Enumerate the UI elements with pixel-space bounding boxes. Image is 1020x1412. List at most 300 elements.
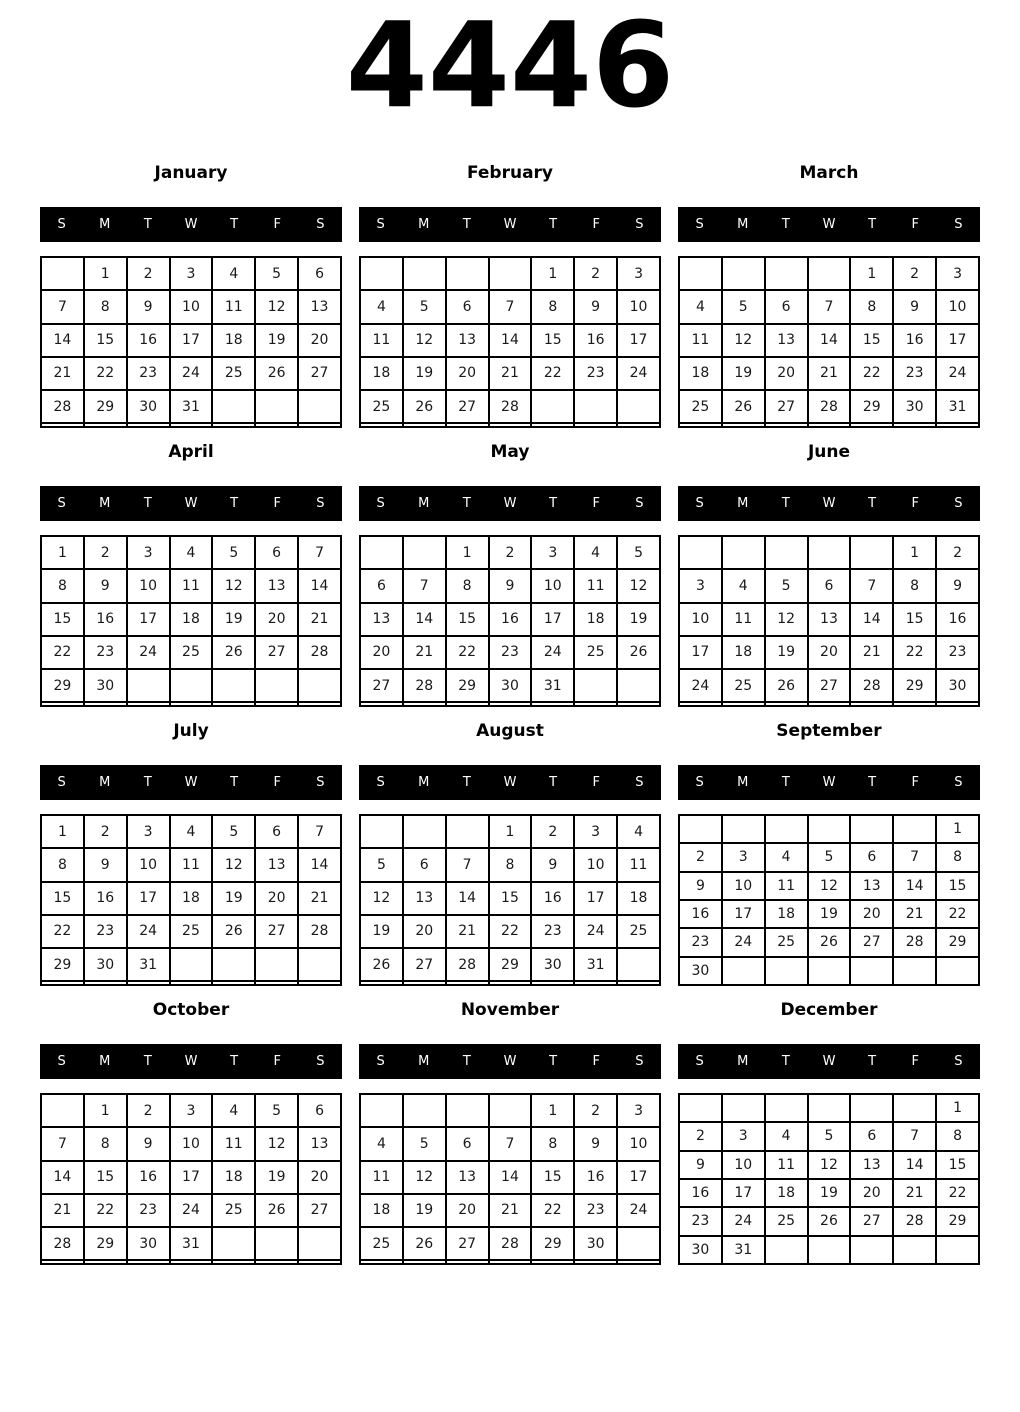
day-cell: 24 bbox=[722, 1207, 765, 1235]
weekday-label: F bbox=[273, 496, 282, 511]
day-cell: 16 bbox=[531, 882, 574, 915]
day-cell: 1 bbox=[84, 1094, 127, 1127]
day-cell: 15 bbox=[936, 872, 979, 900]
day-cell bbox=[936, 423, 979, 427]
day-cell: 14 bbox=[446, 882, 489, 915]
day-cell: 6 bbox=[446, 1127, 489, 1160]
weekday-label: S bbox=[376, 496, 385, 511]
day-cell: 29 bbox=[41, 669, 84, 702]
day-cell: 12 bbox=[403, 324, 446, 357]
day-cell: 5 bbox=[212, 815, 255, 848]
week-row bbox=[679, 843, 979, 871]
day-cell bbox=[127, 702, 170, 706]
day-cell bbox=[255, 423, 298, 427]
day-cell: 18 bbox=[679, 357, 722, 390]
week-row bbox=[41, 1094, 341, 1127]
day-cell: 23 bbox=[679, 1207, 722, 1235]
day-cell: 26 bbox=[617, 636, 660, 669]
day-cell bbox=[255, 981, 298, 985]
day-cell: 10 bbox=[722, 872, 765, 900]
month-block bbox=[359, 999, 661, 1265]
day-cell: 14 bbox=[893, 872, 936, 900]
weekday-label: M bbox=[99, 217, 111, 232]
day-cell: 17 bbox=[722, 900, 765, 928]
weekday-label: W bbox=[503, 496, 517, 511]
day-cell bbox=[850, 1094, 893, 1122]
day-cell bbox=[617, 1260, 660, 1264]
day-cell: 16 bbox=[574, 324, 617, 357]
day-cell bbox=[617, 702, 660, 706]
day-cell bbox=[84, 981, 127, 985]
day-cell: 3 bbox=[127, 536, 170, 569]
day-cell bbox=[403, 1260, 446, 1264]
month-block bbox=[678, 162, 980, 428]
day-cell: 17 bbox=[127, 603, 170, 636]
day-cell bbox=[212, 948, 255, 981]
day-cell: 1 bbox=[531, 1094, 574, 1127]
month-title: May bbox=[490, 442, 530, 462]
weekday-label: M bbox=[737, 496, 749, 511]
day-cell: 29 bbox=[531, 1227, 574, 1260]
day-cell bbox=[41, 702, 84, 706]
day-cell: 28 bbox=[489, 1227, 532, 1260]
day-cell: 13 bbox=[850, 1151, 893, 1179]
day-cell: 22 bbox=[489, 915, 532, 948]
day-cell bbox=[808, 536, 851, 569]
weekday-label: T bbox=[462, 1054, 471, 1069]
day-cell: 8 bbox=[446, 569, 489, 602]
day-cell bbox=[170, 669, 213, 702]
day-cell: 9 bbox=[127, 290, 170, 323]
day-cell bbox=[936, 957, 979, 985]
day-cell bbox=[531, 981, 574, 985]
week-row bbox=[360, 1161, 660, 1194]
day-cell: 25 bbox=[360, 390, 403, 423]
weekday-label: W bbox=[503, 217, 517, 232]
day-cell: 27 bbox=[446, 390, 489, 423]
day-cell: 28 bbox=[298, 636, 341, 669]
day-cell: 30 bbox=[679, 1236, 722, 1264]
day-cell: 21 bbox=[41, 1194, 84, 1227]
day-cell: 14 bbox=[298, 848, 341, 881]
day-cell: 9 bbox=[84, 569, 127, 602]
day-cell: 21 bbox=[850, 636, 893, 669]
day-cell: 18 bbox=[212, 1161, 255, 1194]
day-cell bbox=[936, 702, 979, 706]
day-cell bbox=[679, 702, 722, 706]
day-cell: 12 bbox=[722, 324, 765, 357]
day-cell bbox=[722, 536, 765, 569]
day-cell: 6 bbox=[298, 1094, 341, 1127]
weekday-label: S bbox=[635, 1054, 644, 1069]
day-cell: 23 bbox=[574, 357, 617, 390]
day-cell: 26 bbox=[722, 390, 765, 423]
day-cell: 27 bbox=[298, 357, 341, 390]
day-cell: 22 bbox=[531, 357, 574, 390]
day-cell bbox=[84, 702, 127, 706]
day-cell: 10 bbox=[679, 603, 722, 636]
day-cell bbox=[679, 815, 722, 843]
day-cell: 16 bbox=[679, 1179, 722, 1207]
day-cell: 9 bbox=[489, 569, 532, 602]
day-cell: 29 bbox=[936, 928, 979, 956]
day-cell: 13 bbox=[255, 569, 298, 602]
week-row bbox=[360, 1094, 660, 1127]
week-row bbox=[679, 290, 979, 323]
day-cell: 24 bbox=[531, 636, 574, 669]
day-cell: 1 bbox=[531, 257, 574, 290]
day-cell: 27 bbox=[255, 636, 298, 669]
day-cell bbox=[446, 815, 489, 848]
day-cell: 11 bbox=[765, 872, 808, 900]
day-cell: 15 bbox=[84, 324, 127, 357]
day-cell: 15 bbox=[850, 324, 893, 357]
week-row bbox=[360, 702, 660, 706]
day-cell bbox=[41, 981, 84, 985]
day-cell: 20 bbox=[446, 357, 489, 390]
month-grid bbox=[359, 256, 661, 428]
day-cell bbox=[765, 423, 808, 427]
day-cell: 28 bbox=[893, 928, 936, 956]
month-title: December bbox=[780, 1000, 878, 1020]
day-cell: 30 bbox=[574, 1227, 617, 1260]
week-row bbox=[41, 1194, 341, 1227]
week-row bbox=[679, 636, 979, 669]
day-cell: 20 bbox=[255, 603, 298, 636]
day-cell: 11 bbox=[170, 569, 213, 602]
day-cell: 11 bbox=[679, 324, 722, 357]
day-cell: 1 bbox=[489, 815, 532, 848]
week-row bbox=[41, 290, 341, 323]
weekday-label: M bbox=[418, 217, 430, 232]
day-cell: 27 bbox=[255, 915, 298, 948]
day-cell: 29 bbox=[84, 1227, 127, 1260]
day-cell: 21 bbox=[808, 357, 851, 390]
day-cell bbox=[127, 981, 170, 985]
weekday-label: W bbox=[822, 775, 836, 790]
day-cell bbox=[531, 390, 574, 423]
day-cell: 1 bbox=[936, 1094, 979, 1122]
day-cell: 2 bbox=[936, 536, 979, 569]
day-cell: 2 bbox=[127, 257, 170, 290]
day-cell: 11 bbox=[212, 1127, 255, 1160]
day-cell: 8 bbox=[489, 848, 532, 881]
day-cell: 9 bbox=[936, 569, 979, 602]
week-row bbox=[41, 848, 341, 881]
day-cell: 26 bbox=[255, 357, 298, 390]
weekday-label: M bbox=[737, 775, 749, 790]
day-cell: 10 bbox=[574, 848, 617, 881]
day-cell bbox=[808, 257, 851, 290]
day-cell: 14 bbox=[808, 324, 851, 357]
month-grid bbox=[359, 1093, 661, 1265]
day-cell: 17 bbox=[617, 324, 660, 357]
day-cell: 13 bbox=[446, 324, 489, 357]
weekday-label: S bbox=[376, 775, 385, 790]
weekday-label: T bbox=[230, 496, 239, 511]
day-cell: 11 bbox=[360, 324, 403, 357]
day-cell: 25 bbox=[765, 1207, 808, 1235]
day-cell: 1 bbox=[84, 257, 127, 290]
day-cell: 11 bbox=[170, 848, 213, 881]
month-block bbox=[359, 720, 661, 986]
day-cell: 14 bbox=[489, 1161, 532, 1194]
weekday-label: T bbox=[230, 775, 239, 790]
week-row bbox=[360, 1127, 660, 1160]
weekday-header-row bbox=[359, 207, 661, 242]
weekday-label: S bbox=[376, 217, 385, 232]
day-cell: 27 bbox=[850, 928, 893, 956]
day-cell: 10 bbox=[722, 1151, 765, 1179]
month-grid bbox=[40, 256, 342, 428]
day-cell: 12 bbox=[212, 569, 255, 602]
day-cell: 7 bbox=[489, 1127, 532, 1160]
week-row bbox=[360, 390, 660, 423]
day-cell: 18 bbox=[722, 636, 765, 669]
weekday-label: T bbox=[868, 1054, 877, 1069]
week-row bbox=[679, 957, 979, 985]
week-row bbox=[679, 603, 979, 636]
day-cell: 25 bbox=[722, 669, 765, 702]
weekday-label: T bbox=[549, 496, 558, 511]
weekday-label: S bbox=[316, 496, 325, 511]
weekday-label: F bbox=[592, 1054, 601, 1069]
day-cell bbox=[446, 423, 489, 427]
day-cell bbox=[850, 423, 893, 427]
day-cell bbox=[255, 669, 298, 702]
day-cell bbox=[360, 815, 403, 848]
day-cell bbox=[41, 257, 84, 290]
month-block bbox=[359, 162, 661, 428]
weekday-label: S bbox=[57, 1054, 66, 1069]
week-row bbox=[41, 324, 341, 357]
day-cell bbox=[489, 1260, 532, 1264]
weekday-header-row bbox=[678, 486, 980, 521]
day-cell: 20 bbox=[850, 900, 893, 928]
day-cell bbox=[808, 702, 851, 706]
day-cell bbox=[170, 702, 213, 706]
day-cell: 12 bbox=[360, 882, 403, 915]
weekday-label: M bbox=[99, 775, 111, 790]
day-cell: 9 bbox=[679, 1151, 722, 1179]
month-title: November bbox=[460, 1000, 560, 1020]
day-cell: 8 bbox=[84, 290, 127, 323]
week-row bbox=[679, 702, 979, 706]
day-cell: 29 bbox=[41, 948, 84, 981]
day-cell: 22 bbox=[850, 357, 893, 390]
month-title: September bbox=[776, 721, 882, 741]
weekday-label: M bbox=[418, 496, 430, 511]
day-cell bbox=[850, 957, 893, 985]
weekday-label: M bbox=[737, 1054, 749, 1069]
day-cell: 3 bbox=[127, 815, 170, 848]
weekday-header-row bbox=[359, 1044, 661, 1079]
month-grid bbox=[40, 1093, 342, 1265]
day-cell: 11 bbox=[765, 1151, 808, 1179]
day-cell: 15 bbox=[489, 882, 532, 915]
weekday-label: F bbox=[592, 496, 601, 511]
day-cell bbox=[617, 1227, 660, 1260]
weekday-label: S bbox=[954, 496, 963, 511]
week-row bbox=[679, 815, 979, 843]
day-cell: 3 bbox=[531, 536, 574, 569]
weekday-header-row bbox=[40, 1044, 342, 1079]
week-row bbox=[41, 702, 341, 706]
week-row bbox=[360, 948, 660, 981]
day-cell bbox=[170, 981, 213, 985]
day-cell bbox=[574, 390, 617, 423]
day-cell bbox=[446, 1094, 489, 1127]
day-cell: 24 bbox=[617, 1194, 660, 1227]
day-cell: 19 bbox=[255, 1161, 298, 1194]
weekday-label: F bbox=[911, 1054, 920, 1069]
day-cell: 4 bbox=[212, 257, 255, 290]
day-cell bbox=[617, 948, 660, 981]
day-cell: 28 bbox=[489, 390, 532, 423]
day-cell: 21 bbox=[893, 900, 936, 928]
day-cell: 28 bbox=[41, 1227, 84, 1260]
day-cell bbox=[489, 702, 532, 706]
day-cell bbox=[41, 423, 84, 427]
weekday-header-row bbox=[40, 207, 342, 242]
day-cell bbox=[298, 1260, 341, 1264]
day-cell: 11 bbox=[617, 848, 660, 881]
day-cell: 7 bbox=[850, 569, 893, 602]
weekday-label: T bbox=[549, 1054, 558, 1069]
day-cell bbox=[765, 702, 808, 706]
weekday-label: W bbox=[184, 775, 198, 790]
day-cell: 27 bbox=[403, 948, 446, 981]
week-row bbox=[679, 1122, 979, 1150]
day-cell: 7 bbox=[298, 815, 341, 848]
day-cell: 5 bbox=[255, 257, 298, 290]
week-row bbox=[41, 636, 341, 669]
day-cell bbox=[403, 702, 446, 706]
day-cell: 6 bbox=[403, 848, 446, 881]
day-cell: 14 bbox=[41, 324, 84, 357]
day-cell bbox=[808, 1236, 851, 1264]
week-row bbox=[679, 900, 979, 928]
day-cell bbox=[360, 257, 403, 290]
weekday-label: W bbox=[503, 1054, 517, 1069]
day-cell: 22 bbox=[41, 915, 84, 948]
day-cell: 25 bbox=[170, 915, 213, 948]
day-cell: 26 bbox=[808, 1207, 851, 1235]
day-cell bbox=[893, 702, 936, 706]
day-cell: 1 bbox=[850, 257, 893, 290]
weekday-label: T bbox=[781, 217, 790, 232]
day-cell bbox=[403, 1094, 446, 1127]
day-cell: 24 bbox=[617, 357, 660, 390]
day-cell: 23 bbox=[679, 928, 722, 956]
day-cell: 3 bbox=[574, 815, 617, 848]
day-cell: 21 bbox=[298, 603, 341, 636]
day-cell: 11 bbox=[574, 569, 617, 602]
day-cell bbox=[255, 1260, 298, 1264]
weekday-label: W bbox=[184, 1054, 198, 1069]
weekday-header-row bbox=[359, 765, 661, 800]
week-row bbox=[360, 915, 660, 948]
day-cell: 17 bbox=[531, 603, 574, 636]
month-block bbox=[40, 999, 342, 1265]
day-cell: 7 bbox=[893, 843, 936, 871]
day-cell: 4 bbox=[679, 290, 722, 323]
day-cell: 13 bbox=[298, 1127, 341, 1160]
weekday-label: S bbox=[57, 496, 66, 511]
weekday-label: S bbox=[376, 1054, 385, 1069]
weekday-label: S bbox=[635, 496, 644, 511]
day-cell: 4 bbox=[360, 1127, 403, 1160]
day-cell: 1 bbox=[936, 815, 979, 843]
day-cell: 28 bbox=[850, 669, 893, 702]
weekday-label: T bbox=[781, 1054, 790, 1069]
day-cell: 17 bbox=[722, 1179, 765, 1207]
day-cell: 18 bbox=[617, 882, 660, 915]
month-title: February bbox=[466, 163, 554, 183]
day-cell: 24 bbox=[170, 357, 213, 390]
day-cell: 24 bbox=[679, 669, 722, 702]
day-cell: 14 bbox=[893, 1151, 936, 1179]
day-cell: 6 bbox=[360, 569, 403, 602]
day-cell: 29 bbox=[84, 390, 127, 423]
day-cell: 14 bbox=[298, 569, 341, 602]
week-row bbox=[41, 815, 341, 848]
day-cell: 5 bbox=[403, 1127, 446, 1160]
day-cell: 5 bbox=[403, 290, 446, 323]
day-cell: 8 bbox=[531, 1127, 574, 1160]
day-cell: 13 bbox=[403, 882, 446, 915]
day-cell bbox=[212, 669, 255, 702]
day-cell: 3 bbox=[170, 1094, 213, 1127]
day-cell bbox=[360, 981, 403, 985]
day-cell bbox=[893, 1236, 936, 1264]
day-cell: 12 bbox=[255, 290, 298, 323]
day-cell bbox=[212, 423, 255, 427]
weekday-label: F bbox=[273, 775, 282, 790]
weekday-label: T bbox=[781, 775, 790, 790]
day-cell: 13 bbox=[360, 603, 403, 636]
day-cell bbox=[574, 702, 617, 706]
day-cell: 20 bbox=[298, 324, 341, 357]
day-cell: 18 bbox=[360, 357, 403, 390]
day-cell bbox=[41, 1260, 84, 1264]
day-cell: 29 bbox=[893, 669, 936, 702]
day-cell: 12 bbox=[808, 1151, 851, 1179]
day-cell: 12 bbox=[403, 1161, 446, 1194]
day-cell: 18 bbox=[574, 603, 617, 636]
week-row bbox=[41, 1127, 341, 1160]
day-cell: 30 bbox=[489, 669, 532, 702]
week-row bbox=[41, 669, 341, 702]
day-cell bbox=[850, 702, 893, 706]
day-cell: 5 bbox=[722, 290, 765, 323]
day-cell: 7 bbox=[403, 569, 446, 602]
weekday-label: S bbox=[635, 775, 644, 790]
day-cell bbox=[360, 1094, 403, 1127]
day-cell bbox=[298, 390, 341, 423]
day-cell: 15 bbox=[41, 882, 84, 915]
week-row bbox=[679, 536, 979, 569]
week-row bbox=[41, 569, 341, 602]
weekday-label: T bbox=[230, 217, 239, 232]
day-cell: 22 bbox=[41, 636, 84, 669]
weekday-label: S bbox=[954, 775, 963, 790]
day-cell: 27 bbox=[298, 1194, 341, 1227]
day-cell: 10 bbox=[617, 1127, 660, 1160]
day-cell: 8 bbox=[936, 843, 979, 871]
day-cell: 26 bbox=[403, 1227, 446, 1260]
week-row bbox=[360, 257, 660, 290]
